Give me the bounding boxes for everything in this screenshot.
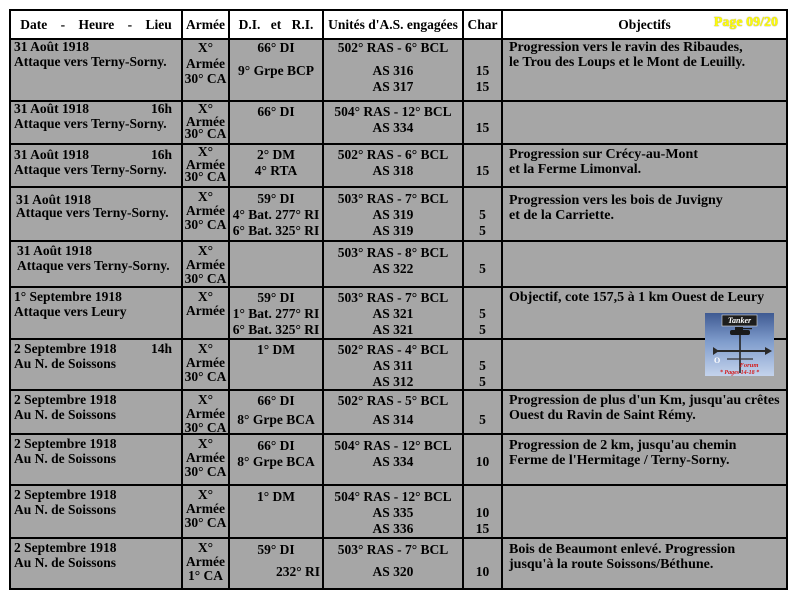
di-ri-line: 6° Bat. 325° RI [232, 322, 320, 337]
place: Au N. de Soissons [14, 406, 117, 422]
header-date-time-place: Date - Heure - Lieu [11, 11, 181, 38]
armee-line: 30° CA [184, 419, 227, 435]
objectives-cell [503, 40, 786, 100]
char-count [464, 489, 501, 505]
place: Attaque vers Terny-Sorny. [17, 257, 170, 273]
di-ri-line: 4° RTA [254, 163, 298, 178]
header-di-ri: D.I. et R.I. [230, 11, 322, 38]
di-ri-line: 59° DI [257, 191, 295, 206]
char-count: 15 [475, 521, 490, 536]
char-count: 10 [475, 505, 490, 520]
units-cell [324, 340, 462, 389]
date-place-cell [11, 340, 181, 389]
armee-line: 30° CA [184, 216, 227, 232]
date-line [14, 342, 172, 357]
unit-line: 502° RAS - 4° BCL [337, 342, 449, 357]
char-cell [464, 145, 501, 186]
char-cell [464, 242, 501, 286]
di-ri-cell [230, 145, 322, 186]
unit-line: AS 321 [372, 322, 414, 337]
di-ri-cell [230, 102, 322, 143]
di-ri-line: 66° DI [257, 438, 295, 453]
date: 2 Septembre 1918 [14, 392, 117, 407]
armee-line: 30° CA [184, 71, 227, 86]
armee-line: Armée [186, 202, 225, 218]
di-ri-line: 1° DM [256, 342, 295, 357]
objective-line: Ouest du Ravin de Saint Rémy. [509, 408, 696, 423]
armee-line: Armée [186, 354, 225, 370]
units-cell [324, 40, 462, 100]
unit-line: AS 336 [372, 521, 414, 536]
char-count: 5 [479, 322, 486, 337]
char-count [464, 245, 501, 261]
objective-line: et de la Carriette. [509, 208, 614, 223]
tanker-forum-logo [705, 313, 774, 376]
objectives-cell [503, 486, 786, 537]
di-ri-line: 66° DI [257, 393, 295, 408]
char-count [464, 104, 501, 120]
logo-compass-letter: O [714, 356, 721, 365]
armee-cell [183, 435, 228, 484]
unit-line: AS 320 [372, 564, 414, 579]
date: 31 Août 1918 [14, 101, 90, 116]
objectives-cell [503, 242, 786, 286]
date-place-cell [11, 391, 181, 433]
units-cell [324, 102, 462, 143]
date-place-cell [11, 242, 181, 286]
unit-line: 504° RAS - 12° BCL [334, 104, 452, 119]
di-ri-line: 8° Grpe BCA [237, 412, 315, 427]
armee-line: X° [197, 144, 214, 159]
char-cell [464, 288, 501, 338]
hour: 16h [150, 147, 172, 162]
place: Attaque vers Terny-Sorny. [14, 53, 167, 69]
unit-line: AS 312 [372, 374, 414, 389]
char-cell [464, 340, 501, 389]
armee-line: Armée [186, 500, 225, 516]
di-ri-line: 2° DM [256, 147, 295, 162]
header-units: Unités d'A.S. engagées [324, 11, 462, 38]
units-cell [324, 288, 462, 338]
objective-line: Progression vers les bois de Juvigny [509, 193, 723, 208]
date-place-cell [11, 486, 181, 537]
date-place-cell [11, 40, 181, 100]
units-cell [324, 188, 462, 240]
logo-pages-text: * Pages 14-18 * [719, 370, 760, 376]
objective-line: Progression sur Crécy-au-Mont [509, 147, 698, 162]
armee-cell [183, 102, 228, 143]
armee-line: X° [197, 436, 214, 451]
unit-line: AS 335 [372, 505, 414, 520]
header-objectives-cell [503, 11, 786, 38]
date: 2 Septembre 1918 [14, 487, 117, 502]
unit-line: AS 314 [372, 412, 414, 427]
di-ri-line: 9° Grpe BCP [238, 63, 314, 78]
unit-line: AS 316 [372, 63, 414, 78]
di-ri-cell [230, 435, 322, 484]
di-ri-line: 66° DI [257, 40, 295, 55]
char-count [464, 438, 501, 454]
armee-line: Armée [186, 405, 225, 421]
char-count: 5 [479, 223, 486, 238]
unit-line: 502° RAS - 6° BCL [337, 147, 449, 162]
char-count [464, 393, 501, 409]
objectives-cell [503, 102, 786, 143]
hour: 14h [150, 341, 172, 356]
armee-cell [183, 40, 228, 100]
armee-cell [183, 288, 228, 338]
date: 31 Août 1918 [16, 192, 92, 207]
place: Attaque vers Leury [14, 303, 127, 319]
date: 1° Septembre 1918 [14, 289, 122, 304]
date-line [14, 102, 172, 117]
date: 31 Août 1918 [17, 243, 93, 258]
date: 2 Septembre 1918 [14, 436, 117, 451]
objective-line: le Trou des Loups et le Mont de Leuilly. [509, 55, 746, 70]
date-place-cell [11, 188, 181, 240]
date-line [14, 40, 172, 55]
armee-line: X° [197, 341, 214, 356]
place: Attaque vers Terny-Sorny. [14, 115, 167, 131]
armee-line: X° [197, 101, 214, 116]
di-ri-cell [230, 40, 322, 100]
di-ri-cell [230, 288, 322, 338]
di-ri-line: 4° Bat. 277° RI [232, 207, 320, 222]
unit-line: AS 319 [372, 207, 414, 222]
date-line [14, 488, 172, 503]
unit-line: AS 334 [372, 454, 414, 469]
armee-line: Armée [186, 302, 225, 318]
objective-line: Bois de Beaumont enlevé. Progression [509, 542, 736, 557]
objectives-cell [503, 435, 786, 484]
unit-line: AS 321 [372, 306, 414, 321]
date: 31 Août 1918 [14, 147, 90, 162]
place: Au N. de Soissons [14, 501, 117, 517]
date-place-cell [11, 145, 181, 186]
unit-line: 504° RAS - 12° BCL [334, 438, 452, 453]
unit-line: 502° RAS - 6° BCL [337, 40, 449, 55]
char-count [464, 191, 501, 207]
char-cell [464, 539, 501, 588]
place: Au N. de Soissons [14, 355, 117, 371]
char-count: 10 [475, 564, 490, 579]
date-line [14, 437, 172, 452]
date-line [14, 148, 172, 163]
objective-line: Ferme de l'Hermitage / Terny-Sorny. [509, 453, 730, 468]
place: Au N. de Soissons [14, 450, 117, 466]
armee-line: X° [197, 40, 214, 55]
di-ri-cell [230, 391, 322, 433]
armee-cell [183, 188, 228, 240]
objective-line: Objectif, cote 157,5 à 1 km Ouest de Leury [509, 290, 765, 305]
date-place-cell [11, 102, 181, 143]
armee-line: Armée [186, 55, 225, 71]
char-count [464, 290, 501, 306]
objective-line: jusqu'à la route Soissons/Béthune. [509, 557, 714, 572]
logo-title: Tanker [727, 316, 752, 325]
char-count: 15 [475, 120, 490, 135]
armee-cell [183, 340, 228, 389]
objectives-cell [503, 391, 786, 433]
di-ri-line: 1° DM [256, 489, 295, 504]
unit-line: 503° RAS - 8° BCL [337, 245, 449, 260]
date-place-cell [11, 288, 181, 338]
di-ri-cell [230, 539, 322, 588]
armee-cell [183, 242, 228, 286]
char-cell [464, 40, 501, 100]
armee-line: X° [197, 289, 214, 304]
armee-cell [183, 145, 228, 186]
units-cell [324, 539, 462, 588]
date-place-cell [11, 539, 181, 588]
armee-line: X° [197, 243, 214, 258]
date-line [14, 541, 172, 556]
di-ri-line: 59° DI [257, 542, 295, 557]
char-count: 15 [475, 63, 490, 78]
unit-line: AS 317 [372, 79, 414, 94]
char-count: 5 [479, 261, 486, 276]
date: 2 Septembre 1918 [14, 540, 117, 555]
objective-line: Progression de plus d'un Km, jusqu'au crêtes [509, 393, 780, 408]
unit-line: 503° RAS - 7° BCL [337, 290, 449, 305]
char-cell [464, 435, 501, 484]
date-line [14, 290, 172, 305]
units-cell [324, 486, 462, 537]
tank-engagements-table [9, 9, 788, 590]
char-cell [464, 486, 501, 537]
header-objectives: Objectifs [618, 16, 671, 32]
di-ri-cell [230, 486, 322, 537]
armee-line: Armée [186, 449, 225, 465]
objectives-cell [503, 188, 786, 240]
di-ri-cell [230, 340, 322, 389]
armee-line: Armée [186, 553, 225, 569]
objective-line: et la Ferme Limonval. [509, 162, 642, 177]
armee-line: X° [197, 189, 214, 204]
di-ri-cell [230, 242, 322, 286]
unit-line: AS 334 [372, 120, 414, 135]
char-count: 5 [479, 306, 486, 321]
di-ri-line: 6° Bat. 325° RI [232, 223, 320, 238]
di-ri-line: 59° DI [257, 290, 295, 305]
char-count: 5 [479, 374, 486, 389]
hour: 16h [150, 101, 172, 116]
header-char: Char [464, 11, 501, 38]
unit-line: AS 311 [372, 358, 414, 373]
armee-line: 30° CA [184, 368, 227, 384]
unit-line: AS 318 [372, 163, 414, 178]
page-number: Page 09/20 [713, 15, 778, 30]
char-count: 10 [475, 454, 490, 469]
di-ri-line: 1° Bat. 277° RI [232, 306, 320, 321]
units-cell [324, 242, 462, 286]
char-count: 5 [479, 358, 486, 373]
armee-line: Armée [186, 156, 225, 172]
armee-cell [183, 391, 228, 433]
armee-line: 1° CA [187, 567, 224, 583]
char-count [464, 342, 501, 358]
char-count: 5 [479, 412, 486, 427]
di-ri-line: 8° Grpe BCA [237, 454, 315, 469]
units-cell [324, 391, 462, 433]
char-count: 15 [475, 163, 490, 178]
header-armee: Armée [183, 11, 228, 38]
objective-line: Progression de 2 km, jusqu'au chemin [509, 438, 737, 453]
armee-line: 30° CA [184, 514, 227, 530]
place: Au N. de Soissons [14, 554, 117, 570]
objectives-cell [503, 145, 786, 186]
unit-line: 502° RAS - 5° BCL [337, 393, 449, 408]
date-place-cell [11, 435, 181, 484]
char-count [464, 40, 501, 56]
units-cell [324, 435, 462, 484]
di-ri-line: 232° RI [275, 564, 320, 579]
armee-line: X° [197, 487, 214, 502]
unit-line: AS 322 [372, 261, 414, 276]
logo-forum-text: Forum [739, 362, 759, 369]
armee-line: X° [197, 540, 214, 555]
armee-line: X° [197, 392, 214, 407]
char-count [464, 147, 501, 163]
date-line [17, 244, 172, 259]
char-count [464, 542, 501, 558]
unit-line: 503° RAS - 7° BCL [337, 191, 449, 206]
armee-cell [183, 539, 228, 588]
armee-cell [183, 486, 228, 537]
di-ri-cell [230, 188, 322, 240]
date: 31 Août 1918 [14, 39, 90, 54]
armee-line: Armée [186, 113, 225, 129]
armee-line: Armée [186, 256, 225, 272]
unit-line: AS 319 [372, 223, 414, 238]
char-cell [464, 188, 501, 240]
place: Attaque vers Terny-Sorny. [16, 205, 169, 220]
unit-line: 504° RAS - 12° BCL [334, 489, 452, 504]
armee-line: 30° CA [184, 169, 227, 184]
date: 2 Septembre 1918 [14, 341, 117, 356]
date-line [14, 393, 172, 408]
armee-line: 30° CA [184, 270, 227, 286]
objective-line: Progression vers le ravin des Ribaudes, [509, 40, 743, 55]
armee-line: 30° CA [184, 463, 227, 479]
char-cell [464, 391, 501, 433]
char-count: 15 [475, 79, 490, 94]
di-ri-line: 66° DI [257, 104, 295, 119]
units-cell [324, 145, 462, 186]
char-count: 5 [479, 207, 486, 222]
objectives-cell [503, 539, 786, 588]
place: Attaque vers Terny-Sorny. [14, 161, 167, 177]
unit-line: 503° RAS - 7° BCL [337, 542, 449, 557]
char-cell [464, 102, 501, 143]
armee-line: 30° CA [184, 126, 227, 141]
